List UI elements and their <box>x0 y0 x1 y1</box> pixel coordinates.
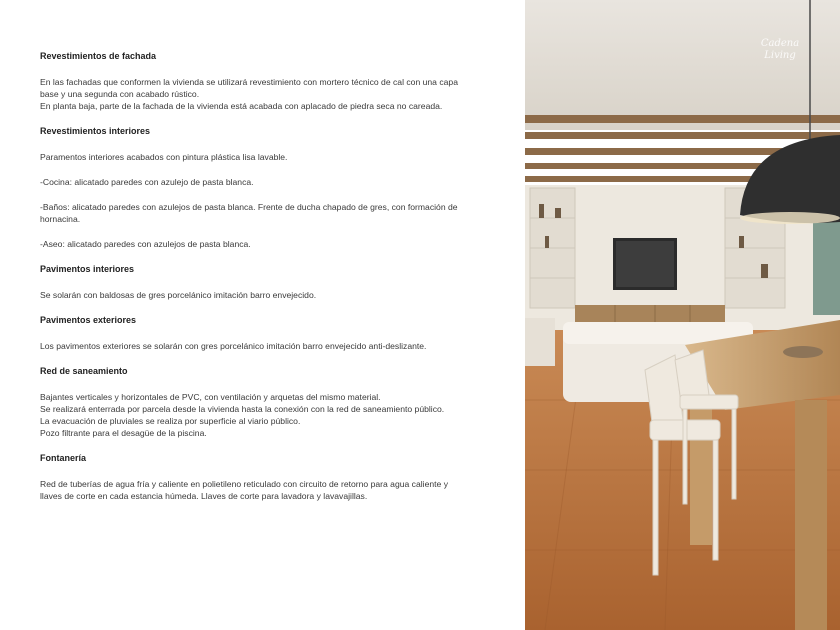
section-paragraph <box>40 76 460 112</box>
section-paragraph <box>40 238 460 250</box>
section-paragraph <box>40 340 460 352</box>
paragraph-line: Bajantes verticales y horizontales de PVC, con ventilación y arquetas del mismo material. <box>40 392 381 402</box>
section-paragraph <box>40 289 460 301</box>
brand-logo: Cadena Living <box>760 38 800 61</box>
section-heading: Revestimientos de fachada <box>40 51 157 61</box>
section-paragraph <box>40 176 460 188</box>
section-paragraph <box>40 478 460 502</box>
paragraph-line: Se realizará enterrada por parcela desde la vivienda hasta la conexión con la red de saneamiento público. <box>40 404 445 414</box>
interior-photo <box>525 0 840 630</box>
paragraph-line: -Baños: alicatado paredes con azulejos de pasta blanca. Frente de ducha chapado de gres, con formación de hornacina. <box>40 202 458 224</box>
paragraph-line: Paramentos interiores acabados con pintura plástica lisa lavable. <box>40 152 288 162</box>
section-heading: Revestimientos interiores <box>40 126 151 136</box>
paragraph-line: En planta baja, parte de la fachada de la vivienda está acabada con aplacado de piedra seca no careada. <box>40 101 443 111</box>
section-heading: Fontanería <box>40 453 87 463</box>
section-paragraph <box>40 201 460 225</box>
paragraph-line: Pozo filtrante para el desagüe de la piscina. <box>40 428 207 438</box>
paragraph-line: Red de tuberías de agua fría y caliente en polietileno reticulado con circuito de retorno para agua caliente y llaves de corte en cada estancia húmeda. Llaves de corte para lavadora y lavavajillas. <box>40 479 448 501</box>
section-paragraph <box>40 391 460 439</box>
paragraph-line: -Cocina: alicatado paredes con azulejo de pasta blanca. <box>40 177 254 187</box>
paragraph-line: Los pavimentos exteriores se solarán con gres porcelánico imitación barro envejecido anti-deslizante. <box>40 341 427 351</box>
section-heading: Pavimentos interiores <box>40 264 135 274</box>
specifications-text <box>40 50 460 515</box>
section-heading: Red de saneamiento <box>40 366 128 376</box>
section-paragraph <box>40 151 460 163</box>
paragraph-line: Se solarán con baldosas de gres porcelánico imitación barro envejecido. <box>40 290 317 300</box>
paragraph-line: En las fachadas que conformen la vivienda se utilizará revestimiento con mortero técnico de cal con una capa base y una segunda con acabado rústico. <box>40 77 458 99</box>
paragraph-line: -Aseo: alicatado paredes con azulejos de pasta blanca. <box>40 239 251 249</box>
section-heading: Pavimentos exteriores <box>40 315 137 325</box>
paragraph-line: La evacuación de pluviales se realiza por superficie al viario público. <box>40 416 301 426</box>
